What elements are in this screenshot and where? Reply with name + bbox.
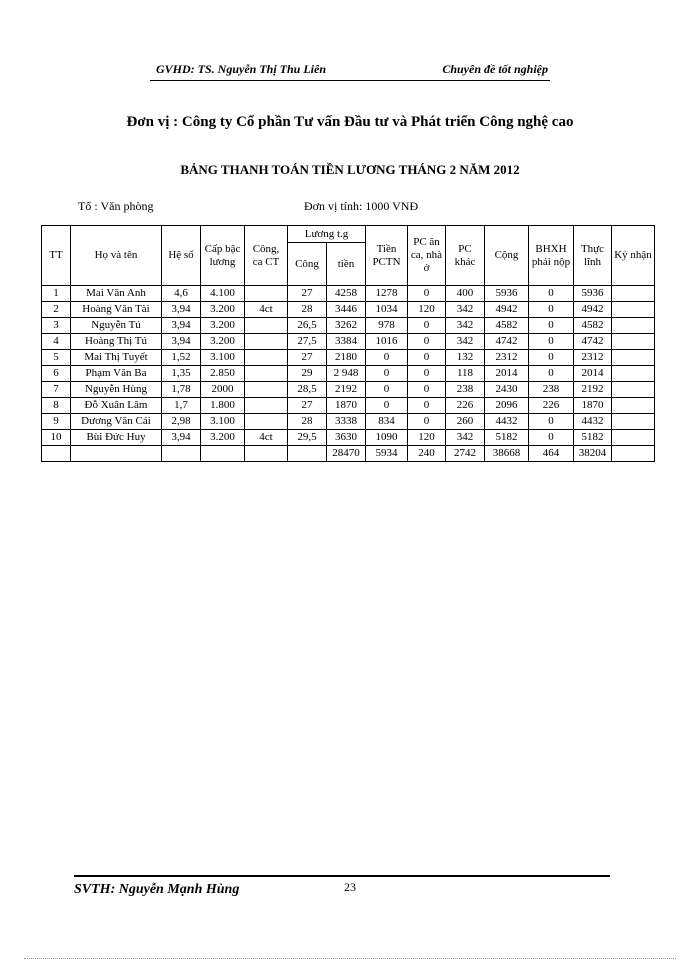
cell-coefficient: 1,7: [162, 398, 201, 414]
cell-salary-grade: 3.200: [201, 334, 245, 350]
cell-workdays: 27: [288, 286, 327, 302]
table-row: [42, 302, 655, 318]
cell-net-pay: 2014: [574, 366, 612, 382]
cell-signature: [612, 414, 655, 430]
department-label: Tổ : Văn phòng: [78, 199, 154, 213]
cell-pctn: 1278: [366, 286, 408, 302]
col-signature: Ký nhận: [612, 226, 655, 286]
cell-tt: 4: [42, 334, 71, 350]
cell-salary-grade: [201, 446, 245, 462]
table-row: [42, 350, 655, 366]
cell-pctn: 978: [366, 318, 408, 334]
cell-signature: [612, 286, 655, 302]
table-row: [42, 286, 655, 302]
cell-salary-grade: 4.100: [201, 286, 245, 302]
cell-net-pay: 2312: [574, 350, 612, 366]
cell-total: 4432: [485, 414, 529, 430]
cell-pctn: 0: [366, 350, 408, 366]
table-row: [42, 414, 655, 430]
col-coefficient: Hệ số: [162, 226, 201, 286]
cell-workdays: 28: [288, 302, 327, 318]
cell-bhxh: 0: [529, 350, 574, 366]
cell-pc-meal-housing: 240: [408, 446, 446, 462]
cell-net-pay: 4432: [574, 414, 612, 430]
cell-net-pay: 5936: [574, 286, 612, 302]
cell-tt: 2: [42, 302, 71, 318]
cell-coefficient: 4,6: [162, 286, 201, 302]
col-amount: tiền: [327, 243, 366, 286]
cell-pctn: 1090: [366, 430, 408, 446]
cell-work-shift: [245, 414, 288, 430]
cell-tt: 9: [42, 414, 71, 430]
cell-total: 4582: [485, 318, 529, 334]
cell-pctn: 1034: [366, 302, 408, 318]
cell-net-pay: 2192: [574, 382, 612, 398]
col-time-salary: Lương t.g: [288, 226, 366, 243]
cell-pctn: 0: [366, 366, 408, 382]
table-row: [42, 366, 655, 382]
cell-name: [71, 446, 162, 462]
cell-work-shift: [245, 318, 288, 334]
page-number: 23: [344, 880, 356, 894]
cell-name: Mai Văn Anh: [71, 286, 162, 302]
cell-bhxh: 238: [529, 382, 574, 398]
cell-salary-grade: 3.200: [201, 430, 245, 446]
cell-pc-meal-housing: 0: [408, 366, 446, 382]
cell-pc-meal-housing: 0: [408, 350, 446, 366]
cell-total: 2312: [485, 350, 529, 366]
cell-coefficient: 3,94: [162, 430, 201, 446]
cell-work-shift: [245, 366, 288, 382]
payroll-body: [42, 286, 655, 462]
cell-signature: [612, 334, 655, 350]
cell-workdays: 29,5: [288, 430, 327, 446]
col-name: Họ và tên: [71, 226, 162, 286]
cell-pc-meal-housing: 0: [408, 318, 446, 334]
cell-net-pay: 4582: [574, 318, 612, 334]
cell-bhxh: 0: [529, 414, 574, 430]
cell-coefficient: [162, 446, 201, 462]
cell-amount: 2 948: [327, 366, 366, 382]
cell-name: Dương Văn Cải: [71, 414, 162, 430]
col-net-pay: Thực lĩnh: [574, 226, 612, 286]
cell-pc-meal-housing: 0: [408, 334, 446, 350]
cell-coefficient: 3,94: [162, 318, 201, 334]
cell-total: 38668: [485, 446, 529, 462]
cell-pc-other: 342: [446, 430, 485, 446]
cell-net-pay: 4942: [574, 302, 612, 318]
cell-pc-meal-housing: 0: [408, 398, 446, 414]
cell-salary-grade: 2000: [201, 382, 245, 398]
cell-name: Phạm Văn Ba: [71, 366, 162, 382]
cell-amount: 3338: [327, 414, 366, 430]
cell-salary-grade: 3.100: [201, 414, 245, 430]
cell-tt: 1: [42, 286, 71, 302]
cell-coefficient: 1,78: [162, 382, 201, 398]
cell-workdays: 29: [288, 366, 327, 382]
cell-signature: [612, 446, 655, 462]
cell-bhxh: 0: [529, 366, 574, 382]
payroll-table: [41, 225, 655, 462]
cell-signature: [612, 350, 655, 366]
cell-signature: [612, 302, 655, 318]
cell-tt: 10: [42, 430, 71, 446]
cell-bhxh: 0: [529, 286, 574, 302]
table-row: [42, 382, 655, 398]
cell-workdays: 26,5: [288, 318, 327, 334]
cell-work-shift: [245, 334, 288, 350]
cell-work-shift: 4ct: [245, 302, 288, 318]
col-pctn: Tiền PCTN: [366, 226, 408, 286]
cell-amount: 3630: [327, 430, 366, 446]
header-thesis-type: Chuyên đề tốt nghiệp: [442, 62, 548, 76]
cell-salary-grade: 3.100: [201, 350, 245, 366]
cell-name: Mai Thị Tuyết: [71, 350, 162, 366]
cell-workdays: 27: [288, 398, 327, 414]
cell-name: Đỗ Xuân Lâm: [71, 398, 162, 414]
cell-workdays: [288, 446, 327, 462]
cell-pc-meal-housing: 0: [408, 382, 446, 398]
cell-coefficient: 3,94: [162, 302, 201, 318]
cell-bhxh: 226: [529, 398, 574, 414]
cell-workdays: 27: [288, 350, 327, 366]
cell-total: 4742: [485, 334, 529, 350]
cell-pc-other: 342: [446, 302, 485, 318]
cell-pctn: 0: [366, 382, 408, 398]
cell-work-shift: 4ct: [245, 430, 288, 446]
cell-total: 2014: [485, 366, 529, 382]
cell-pctn: 5934: [366, 446, 408, 462]
cell-pc-other: 260: [446, 414, 485, 430]
col-pc-other: PC khác: [446, 226, 485, 286]
page-header: [150, 58, 550, 81]
cell-net-pay: 38204: [574, 446, 612, 462]
cell-net-pay: 5182: [574, 430, 612, 446]
cell-salary-grade: 2.850: [201, 366, 245, 382]
footer-student: SVTH: Nguyễn Mạnh Hùng: [74, 882, 240, 897]
cell-name: Nguyễn Hùng: [71, 382, 162, 398]
col-work-shift: Công, ca CT: [245, 226, 288, 286]
col-total: Cộng: [485, 226, 529, 286]
cell-amount: 4258: [327, 286, 366, 302]
page-bottom-border: [24, 958, 676, 959]
cell-pc-other: 400: [446, 286, 485, 302]
cell-salary-grade: 3.200: [201, 302, 245, 318]
cell-pctn: 0: [366, 398, 408, 414]
cell-amount: 2180: [327, 350, 366, 366]
cell-coefficient: 1,35: [162, 366, 201, 382]
cell-amount: 3384: [327, 334, 366, 350]
company-unit-line: Đơn vị : Công ty Cổ phần Tư vấn Đầu tư và Phát triển Công nghệ cao: [126, 114, 574, 130]
cell-total: 5182: [485, 430, 529, 446]
col-pc-meal-housing: PC ăn ca, nhà ở: [408, 226, 446, 286]
cell-name: Hoàng Thị Tú: [71, 334, 162, 350]
cell-tt: [42, 446, 71, 462]
cell-bhxh: 0: [529, 334, 574, 350]
cell-signature: [612, 318, 655, 334]
cell-workdays: 28: [288, 414, 327, 430]
cell-coefficient: 1,52: [162, 350, 201, 366]
cell-pc-meal-housing: 0: [408, 286, 446, 302]
currency-unit-label: Đơn vị tính: 1000 VNĐ: [304, 199, 419, 213]
cell-pc-meal-housing: 120: [408, 302, 446, 318]
cell-bhxh: 0: [529, 302, 574, 318]
cell-bhxh: 0: [529, 430, 574, 446]
header-row-1: [42, 226, 655, 243]
cell-bhxh: 0: [529, 318, 574, 334]
cell-amount: 2192: [327, 382, 366, 398]
cell-tt: 5: [42, 350, 71, 366]
cell-work-shift: [245, 382, 288, 398]
col-salary-grade: Cấp bậc lương: [201, 226, 245, 286]
cell-pc-meal-housing: 120: [408, 430, 446, 446]
cell-pc-other: 2742: [446, 446, 485, 462]
cell-signature: [612, 382, 655, 398]
cell-work-shift: [245, 286, 288, 302]
cell-name: Nguyễn Tú: [71, 318, 162, 334]
cell-net-pay: 1870: [574, 398, 612, 414]
footer-divider: [74, 875, 610, 877]
cell-name: Hoàng Văn Tài: [71, 302, 162, 318]
table-row: [42, 398, 655, 414]
cell-amount: 3262: [327, 318, 366, 334]
cell-pc-other: 342: [446, 318, 485, 334]
cell-pc-other: 132: [446, 350, 485, 366]
cell-salary-grade: 3.200: [201, 318, 245, 334]
cell-signature: [612, 430, 655, 446]
col-bhxh: BHXH phải nộp: [529, 226, 574, 286]
col-workdays: Công: [288, 243, 327, 286]
cell-net-pay: 4742: [574, 334, 612, 350]
cell-amount: 1870: [327, 398, 366, 414]
cell-coefficient: 2,98: [162, 414, 201, 430]
table-row: [42, 430, 655, 446]
cell-work-shift: [245, 350, 288, 366]
table-row: [42, 334, 655, 350]
cell-total: 2096: [485, 398, 529, 414]
header-supervisor: GVHD: TS. Nguyễn Thị Thu Liên: [156, 62, 327, 76]
cell-amount: 28470: [327, 446, 366, 462]
table-title: BẢNG THANH TOÁN TIỀN LƯƠNG THÁNG 2 NĂM 2012: [180, 162, 520, 177]
table-row: [42, 318, 655, 334]
cell-pc-other: 226: [446, 398, 485, 414]
cell-tt: 6: [42, 366, 71, 382]
cell-pctn: 834: [366, 414, 408, 430]
cell-signature: [612, 398, 655, 414]
cell-tt: 8: [42, 398, 71, 414]
cell-coefficient: 3,94: [162, 334, 201, 350]
cell-signature: [612, 366, 655, 382]
cell-workdays: 27,5: [288, 334, 327, 350]
col-tt: TT: [42, 226, 71, 286]
cell-total: 4942: [485, 302, 529, 318]
cell-workdays: 28,5: [288, 382, 327, 398]
cell-tt: 7: [42, 382, 71, 398]
cell-salary-grade: 1.800: [201, 398, 245, 414]
cell-work-shift: [245, 398, 288, 414]
cell-pc-other: 118: [446, 366, 485, 382]
cell-amount: 3446: [327, 302, 366, 318]
cell-pc-other: 238: [446, 382, 485, 398]
cell-tt: 3: [42, 318, 71, 334]
cell-name: Bùi Đức Huy: [71, 430, 162, 446]
cell-work-shift: [245, 446, 288, 462]
cell-total: 5936: [485, 286, 529, 302]
cell-pc-other: 342: [446, 334, 485, 350]
cell-pctn: 1016: [366, 334, 408, 350]
cell-pc-meal-housing: 0: [408, 414, 446, 430]
total-row: [42, 446, 655, 462]
cell-bhxh: 464: [529, 446, 574, 462]
cell-total: 2430: [485, 382, 529, 398]
